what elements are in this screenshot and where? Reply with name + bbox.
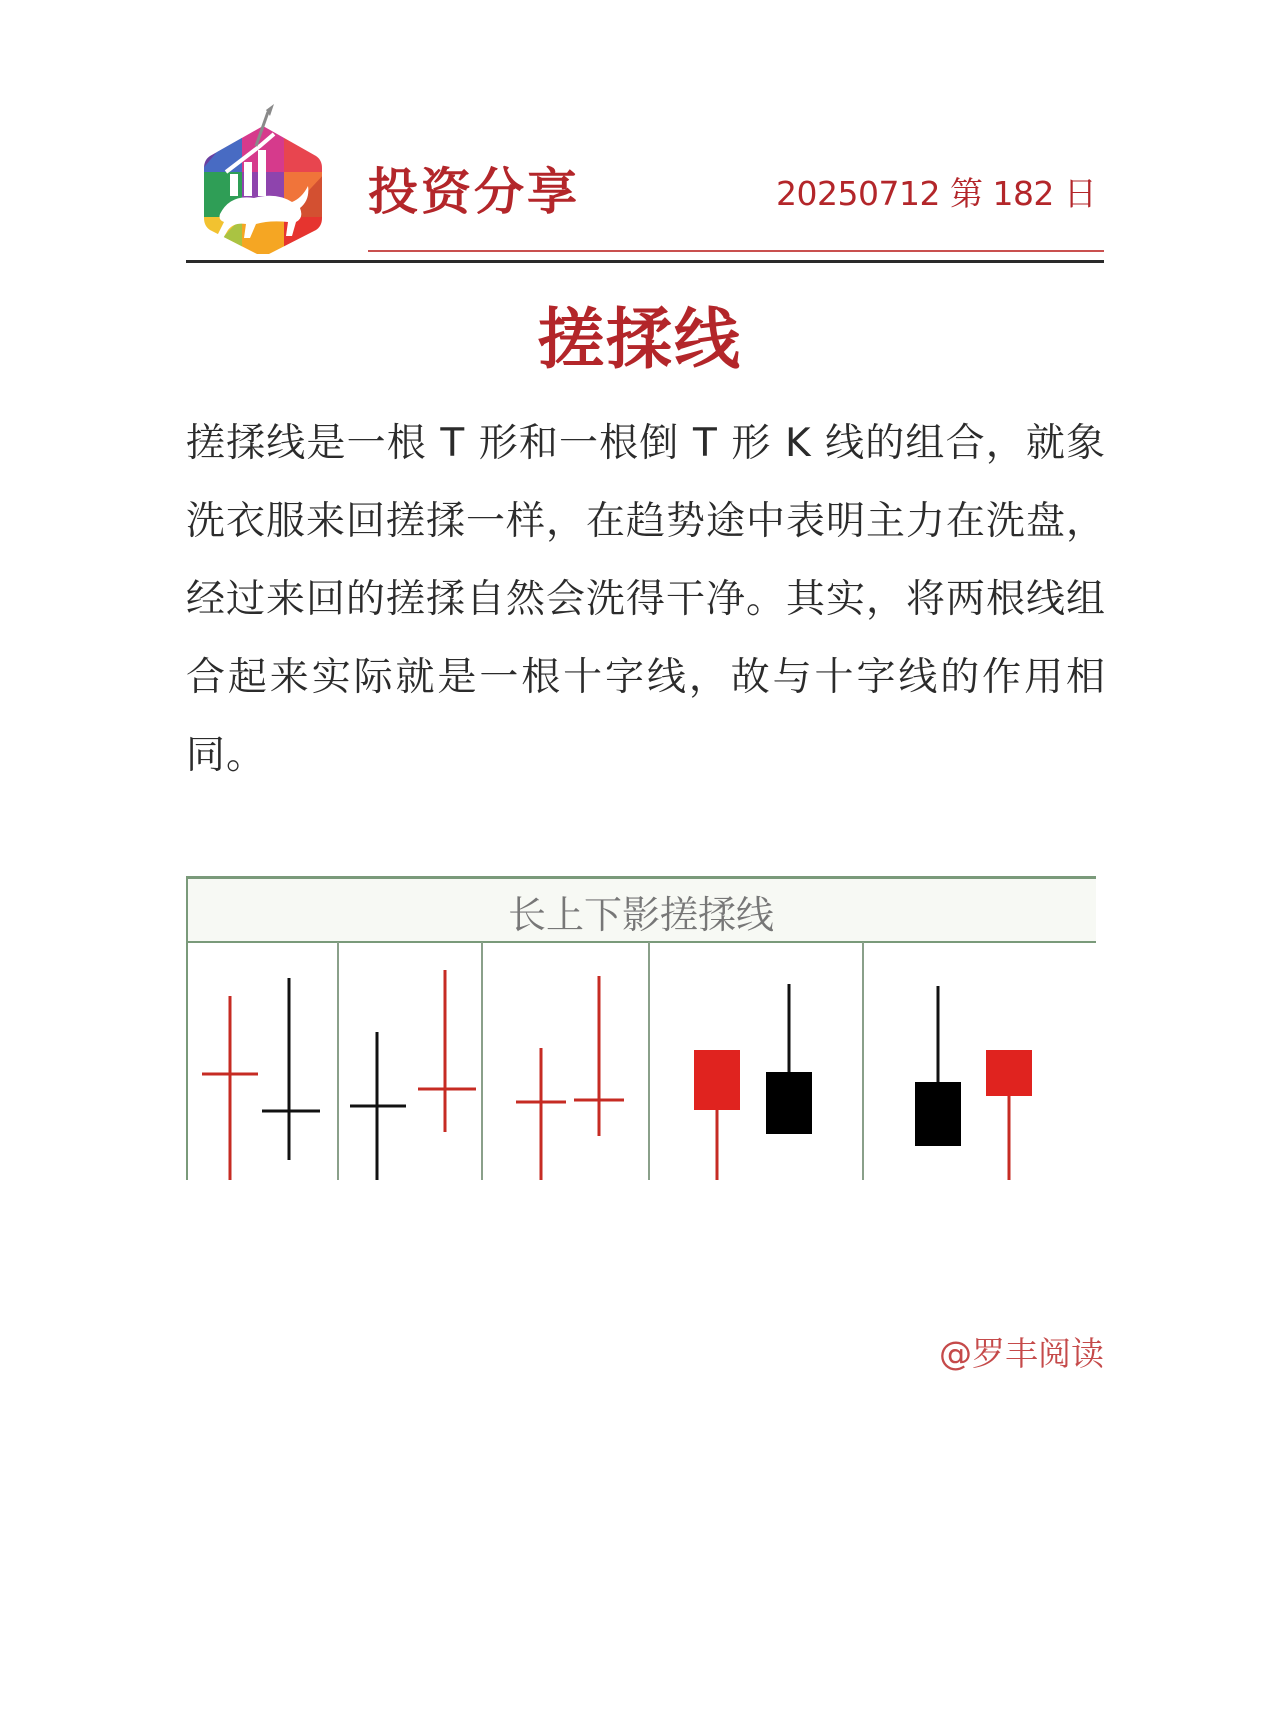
header-divider-thin (368, 250, 1104, 252)
article-paragraph: 搓揉线是一根 T 形和一根倒 T 形 K 线的组合，就象洗衣服来回搓揉一样，在趋势途中表明主力在洗盘，经过来回的搓揉自然会洗得干净。其实，将两根线组合起来实际就是一根十字线，故与十字线的作用相同。 (186, 421, 1107, 778)
candlestick-diagram (186, 876, 1096, 1180)
figure-caption: 长上下影搓揉线 (507, 893, 775, 937)
brand-name: 投资分享 (368, 163, 580, 221)
author-watermark: @罗丰阅读 (939, 1334, 1104, 1373)
date-line: 20250712 第 182 日 (776, 174, 1097, 213)
red-candle-2-body (986, 1050, 1032, 1096)
red-candle-body (694, 1050, 740, 1110)
black-candle-body (766, 1072, 812, 1134)
bull-logo-icon (200, 102, 326, 254)
header-divider (186, 260, 1104, 263)
black-candle-2-body (915, 1082, 961, 1146)
article-title: 搓揉线 (538, 301, 742, 378)
